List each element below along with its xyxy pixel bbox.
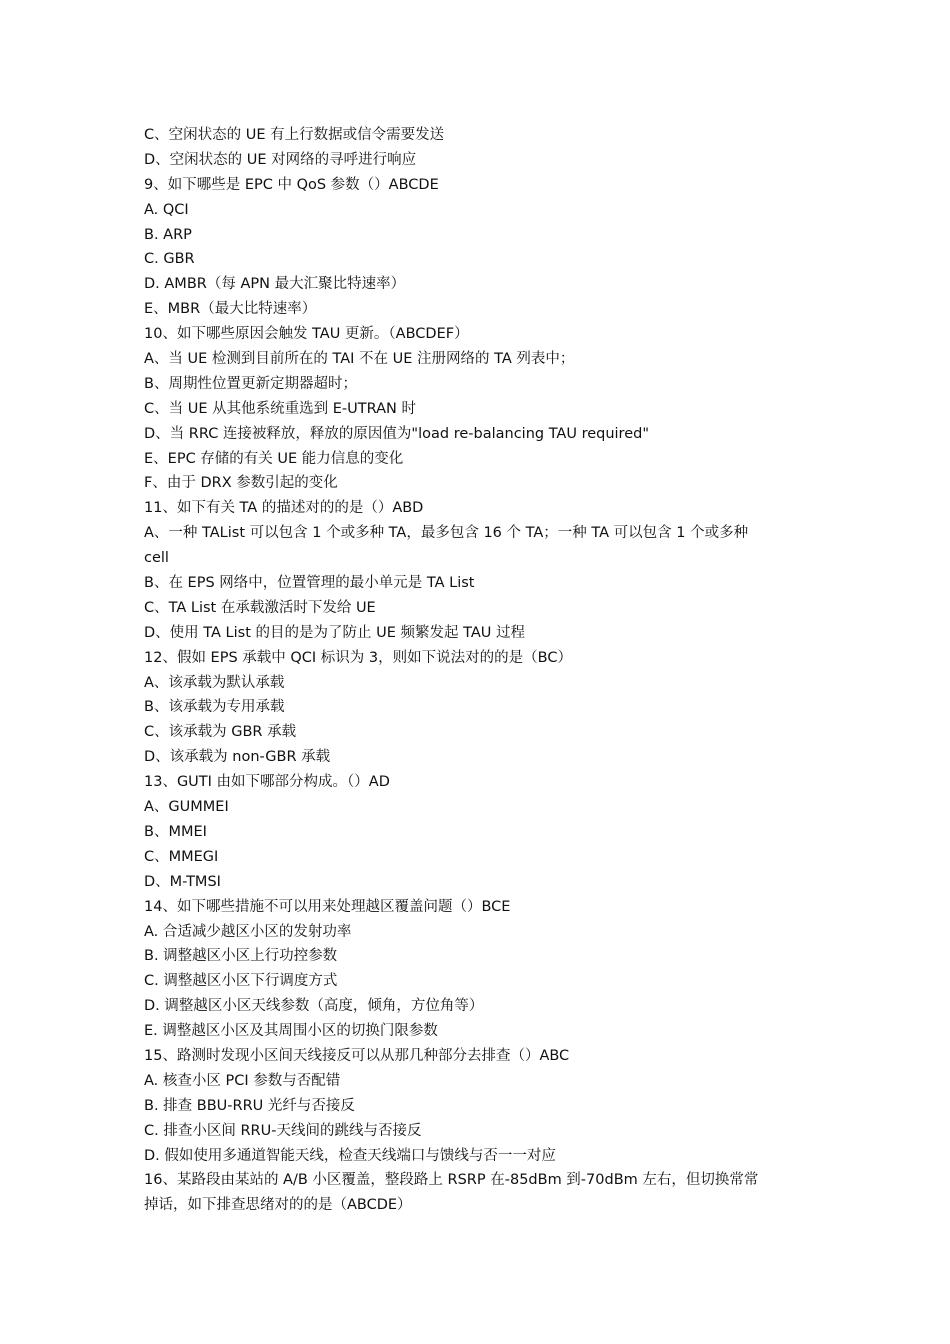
option-line: C. 调整越区小区下行调度方式 — [144, 973, 338, 990]
option-line: B. 排查 BBU-RRU 光纤与否接反 — [144, 1097, 355, 1114]
option-line: C、TA List 在承载激活时下发给 UE — [144, 599, 376, 616]
option-line: C、空闲状态的 UE 有上行数据或信令需要发送 — [144, 127, 445, 143]
option-line: D. AMBR（每 APN 最大汇聚比特速率） — [144, 276, 406, 293]
question-line: 13、GUTI 由如下哪部分构成。（）AD — [144, 774, 390, 791]
option-line: A. 核查小区 PCI 参数与否配错 — [144, 1072, 341, 1089]
option-line: B、该承载为专用承载 — [144, 699, 285, 716]
option-line: D. 假如使用多通道智能天线，检查天线端口与馈线与否一一对应 — [144, 1147, 556, 1164]
option-line: D、空闲状态的 UE 对网络的寻呼进行响应 — [144, 151, 417, 168]
option-line: B、MMEI — [144, 823, 207, 840]
option-line: B. 调整越区小区上行功控参数 — [144, 948, 338, 965]
option-line: A. QCI — [144, 201, 189, 218]
option-line: C、当 UE 从其他系统重选到 E-UTRAN 时 — [144, 400, 416, 417]
question-line: 12、假如 EPS 承载中 QCI 标识为 3，则如下说法对的的是（BC） — [144, 649, 572, 666]
option-line: A、当 UE 检测到目前所在的 TAI 不在 UE 注册网络的 TA 列表中； — [144, 351, 575, 368]
option-line: E、EPC 存储的有关 UE 能力信息的变化 — [144, 450, 404, 467]
question-line: 11、如下有关 TA 的描述对的的是（）ABD — [144, 500, 424, 517]
question-line: 15、路测时发现小区间天线接反可以从那几种部分去排查（）ABC — [144, 1047, 570, 1064]
option-line: D、M-TMSI — [144, 873, 221, 890]
option-line: E. 调整越区小区及其周围小区的切换门限参数 — [144, 1023, 438, 1040]
option-line: B、周期性位置更新定期器超时； — [144, 375, 357, 392]
option-line: F、由于 DRX 参数引起的变化 — [144, 475, 338, 492]
option-line: E、MBR（最大比特速率） — [144, 301, 317, 318]
option-line: C. 排查小区间 RRU-天线间的跳线与否接反 — [144, 1122, 422, 1139]
question-line: 9、如下哪些是 EPC 中 QoS 参数（）ABCDE — [144, 176, 439, 193]
option-line: A、该承载为默认承载 — [144, 674, 285, 691]
option-line: A. 合适减少越区小区的发射功率 — [144, 923, 352, 940]
question-line: 16、某路段由某站的 A/B 小区覆盖，整段路上 RSRP 在-85dBm 到-70dBm 左右，但切换常常 — [144, 1172, 759, 1189]
option-line: D、当 RRC 连接被释放，释放的原因值为"load re-balancing TAU required" — [144, 425, 649, 442]
option-line-continuation: cell — [144, 550, 169, 567]
option-line: C、该承载为 GBR 承载 — [144, 724, 297, 741]
option-line: D. 调整越区小区天线参数（高度，倾角，方位角等） — [144, 998, 484, 1015]
question-line: 10、如下哪些原因会触发 TAU 更新。（ABCDEF） — [144, 326, 469, 343]
question-line: 14、如下哪些措施不可以用来处理越区覆盖问题（）BCE — [144, 898, 511, 915]
document-body — [144, 123, 812, 1218]
option-line: D、使用 TA List 的目的是为了防止 UE 频繁发起 TAU 过程 — [144, 624, 525, 641]
option-line: A、一种 TAList 可以包含 1 个或多种 TA，最多包含 16 个 TA；一种 TA 可以包含 1 个或多种 — [144, 525, 749, 542]
option-line: C. GBR — [144, 251, 195, 268]
option-line: A、GUMMEI — [144, 799, 229, 816]
option-line: D、该承载为 non-GBR 承载 — [144, 749, 331, 766]
option-line: C、MMEGI — [144, 848, 219, 865]
option-line: B. ARP — [144, 226, 192, 243]
option-line: B、在 EPS 网络中，位置管理的最小单元是 TA List — [144, 575, 475, 592]
question-line-continuation: 掉话，如下排查思绪对的的是（ABCDE） — [144, 1197, 412, 1214]
